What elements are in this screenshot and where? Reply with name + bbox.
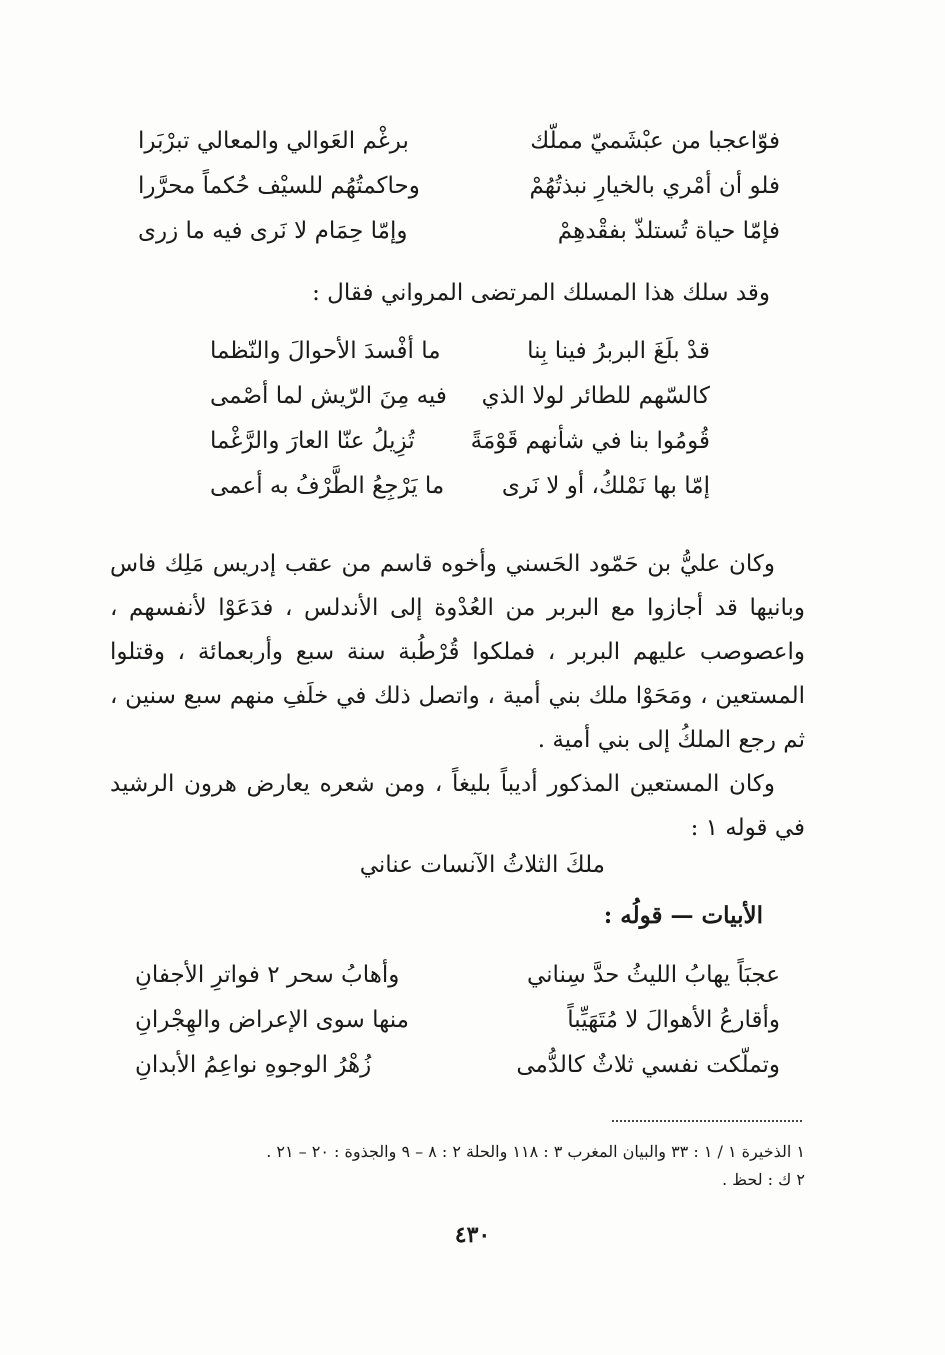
verse-line [210, 338, 710, 383]
first-hemistich: قدْ بلَغَ البربرُ فينا بِنا [527, 338, 710, 364]
second-hemistich: برغْم العَوالي والمعالي تبرْبَرا [138, 128, 409, 154]
paragraph-line: ثم رجع الملكُ إلى بني أمية . [537, 727, 805, 753]
verse-line [135, 962, 780, 1007]
second-hemistich: ما يَرْجِعُ الطَّرْفُ به أعمى [210, 473, 445, 499]
poem-block-3 [135, 962, 780, 1097]
first-hemistich: كالسّهم للطائر لولا الذي [481, 383, 710, 409]
first-hemistich: فإمّا حياة تُستلذّ بفقْدهِمْ [557, 218, 780, 244]
quoted-verse-text: ملكَ الثلاثُ الآنسات عناني [359, 852, 605, 878]
paragraph-line: وبانيها قد أجازوا مع البربر من العُدْوة إلى الأندلس ، فدَعَوْا لأنفسهم ، [110, 595, 805, 621]
second-hemistich: منها سوى الإعراض والهِجْرانِ [135, 1007, 410, 1033]
footnote-separator [612, 1120, 802, 1122]
paragraph-line: وكان عليُّ بن حَمّود الحَسني وأخوه قاسم من عقب إدريس مَلِك فاس [110, 551, 775, 577]
paragraph-line: في قوله ١ : [690, 815, 805, 841]
paragraph-line: المستعين ، ومَحَوْا ملك بني أمية ، واتصل ذلك في خلَفِ منهم سبع سنين ، [110, 683, 805, 709]
verse-line [210, 428, 710, 473]
second-hemistich: وإمّا حِمَام لا نَرى فيه ما زرى [138, 218, 408, 244]
poem-block-1 [138, 128, 780, 263]
second-hemistich: ما أفْسدَ الأحوالَ والنّظما [210, 338, 441, 364]
first-hemistich: فوّاعجبا من عبْشَميّ مملّك [530, 128, 780, 154]
second-hemistich: وحاكمتُهُم للسيْف حُكماً محرَّرا [138, 173, 420, 199]
poem-block-2 [210, 338, 710, 518]
second-hemistich: وأهابُ سحر ٢ فواترِ الأجفانِ [135, 962, 400, 988]
verse-line [210, 473, 710, 518]
footnote-1: ١ الذخيرة ١ / ١ : ٣٣ والبيان المغرب ٣ : ١١٨ والحلة ٢ : ٨ – ٩ والجذوة : ٢٠ – ٢١ . [266, 1142, 805, 1161]
intro-text: وقد سلك هذا المسلك المرتضى المرواني فقال : [312, 280, 770, 306]
second-hemistich: زُهْرُ الوجوهِ نواعِمُ الأبدانِ [135, 1052, 372, 1078]
intro-line [312, 280, 770, 306]
first-hemistich: وأقارعُ الأهوالَ لا مُتَهَيِّباً [567, 1007, 780, 1033]
verses-heading-text: الأبيات — قولُه : [603, 902, 763, 929]
paragraph-2 [110, 762, 805, 850]
first-hemistich: قُومُوا بنا في شأنهم قَوْمَةً [470, 428, 710, 454]
first-hemistich: عجبَاً يهابُ الليثُ حدَّ سِناني [526, 962, 780, 988]
verse-line [138, 173, 780, 218]
second-hemistich: تُزِيلُ عنّا العارَ والرَّغْما [210, 428, 415, 454]
first-hemistich: إمّا بها نَمْلكُ، أو لا نَرى [501, 473, 710, 499]
paragraph-line: واعصوصب عليهم البربر ، فملكوا قُرْطُبة سنة سبع وأربعمائة ، وقتلوا [110, 639, 805, 665]
footnotes [266, 1138, 805, 1194]
second-hemistich: فيه مِنَ الرّيش لما أصْمى [210, 383, 447, 409]
verse-line [138, 128, 780, 173]
verse-line [135, 1052, 780, 1097]
verse-line [210, 383, 710, 428]
paragraph-1 [110, 542, 805, 762]
quoted-verse [360, 852, 605, 878]
page-number: ٤٣٠ [454, 1222, 491, 1248]
first-hemistich: وتملّكت نفسي ثلاثٌ كالدُّمى [516, 1052, 780, 1078]
footnote-2: ٢ ك : لحظ . [722, 1170, 805, 1189]
verses-heading [604, 902, 763, 929]
first-hemistich: فلو أن أمْري بالخيارِ نبذتُهُمْ [529, 173, 780, 199]
verse-line [135, 1007, 780, 1052]
paragraph-line: وكان المستعين المذكور أديباً بليغاً ، ومن شعره يعارض هرون الرشيد [110, 771, 775, 797]
verse-line [138, 218, 780, 263]
